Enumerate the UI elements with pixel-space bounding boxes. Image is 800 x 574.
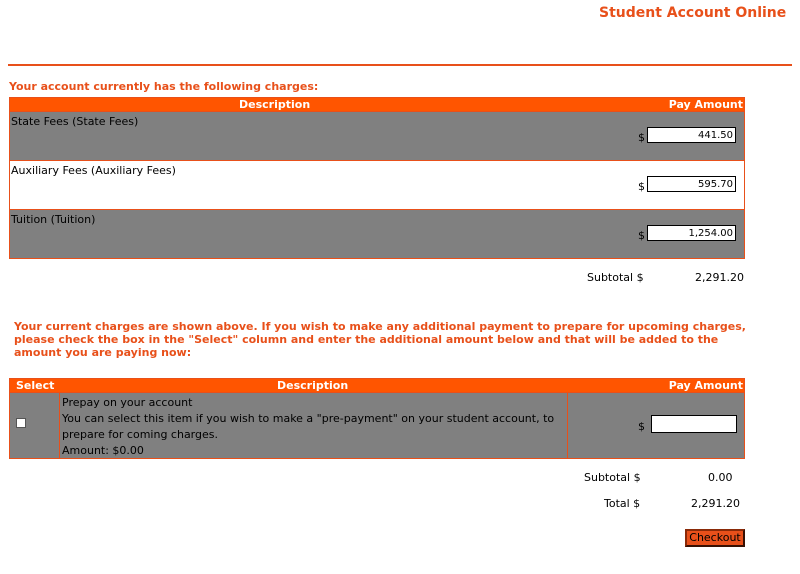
currency-symbol: $: [638, 229, 645, 242]
charges-notice: Your account currently has the following charges:: [9, 80, 319, 93]
total-value: 2,291.20: [691, 497, 740, 510]
additional-payment-table: [9, 378, 745, 459]
prepay-amount-input[interactable]: [651, 415, 737, 433]
column-header-pay-amount: Pay Amount: [668, 379, 743, 392]
pay-amount-input-auxiliary-fees[interactable]: [647, 176, 736, 192]
charges-subtotal-value: 2,291.20: [695, 271, 744, 284]
prepay-description: [62, 395, 554, 459]
charge-description: Auxiliary Fees (Auxiliary Fees): [11, 164, 176, 177]
charge-row-tuition: [10, 209, 744, 258]
currency-symbol: $: [638, 131, 645, 144]
charges-subtotal-label: Subtotal $: [587, 271, 644, 284]
additional-table-header: [10, 379, 744, 392]
column-header-select: Select: [16, 379, 55, 392]
charges-table-header: [10, 98, 744, 111]
charges-table: [9, 97, 745, 259]
column-header-description: Description: [239, 98, 311, 111]
pay-amount-input-tuition[interactable]: [647, 225, 736, 241]
header-divider: [8, 64, 792, 66]
charge-row-state-fees: [10, 111, 744, 160]
charge-row-auxiliary-fees: [10, 160, 744, 209]
checkout-button[interactable]: Checkout: [685, 529, 745, 547]
prepay-title: Prepay on your account: [62, 396, 193, 409]
prepay-amount-text: Amount: $0.00: [62, 444, 144, 457]
app-title: Student Account Online: [599, 5, 787, 21]
prepay-row: [10, 392, 744, 458]
prepay-select-checkbox[interactable]: [16, 418, 26, 428]
currency-symbol: $: [638, 180, 645, 193]
additional-payment-notice: Your current charges are shown above. If you wish to make any additional payment to prepare for upcoming charges, please check the box in the "Select" column and enter the additional amount below and that will be added to the amount you are paying now:: [14, 320, 746, 359]
additional-subtotal-value: 0.00: [708, 471, 733, 484]
column-divider: [59, 393, 60, 458]
additional-subtotal-label: Subtotal $: [584, 471, 641, 484]
charge-description: Tuition (Tuition): [11, 213, 96, 226]
column-header-description: Description: [277, 379, 349, 392]
currency-symbol: $: [638, 420, 645, 433]
column-header-pay-amount: Pay Amount: [668, 98, 743, 111]
pay-amount-input-state-fees[interactable]: [647, 127, 736, 143]
total-label: Total $: [604, 497, 641, 510]
prepay-help-text: You can select this item if you wish to make a "pre-payment" on your student account, to: [62, 412, 555, 425]
column-divider: [567, 393, 568, 458]
charge-description: State Fees (State Fees): [11, 115, 139, 128]
prepay-help-text-cont: prepare for coming charges.: [62, 428, 218, 441]
